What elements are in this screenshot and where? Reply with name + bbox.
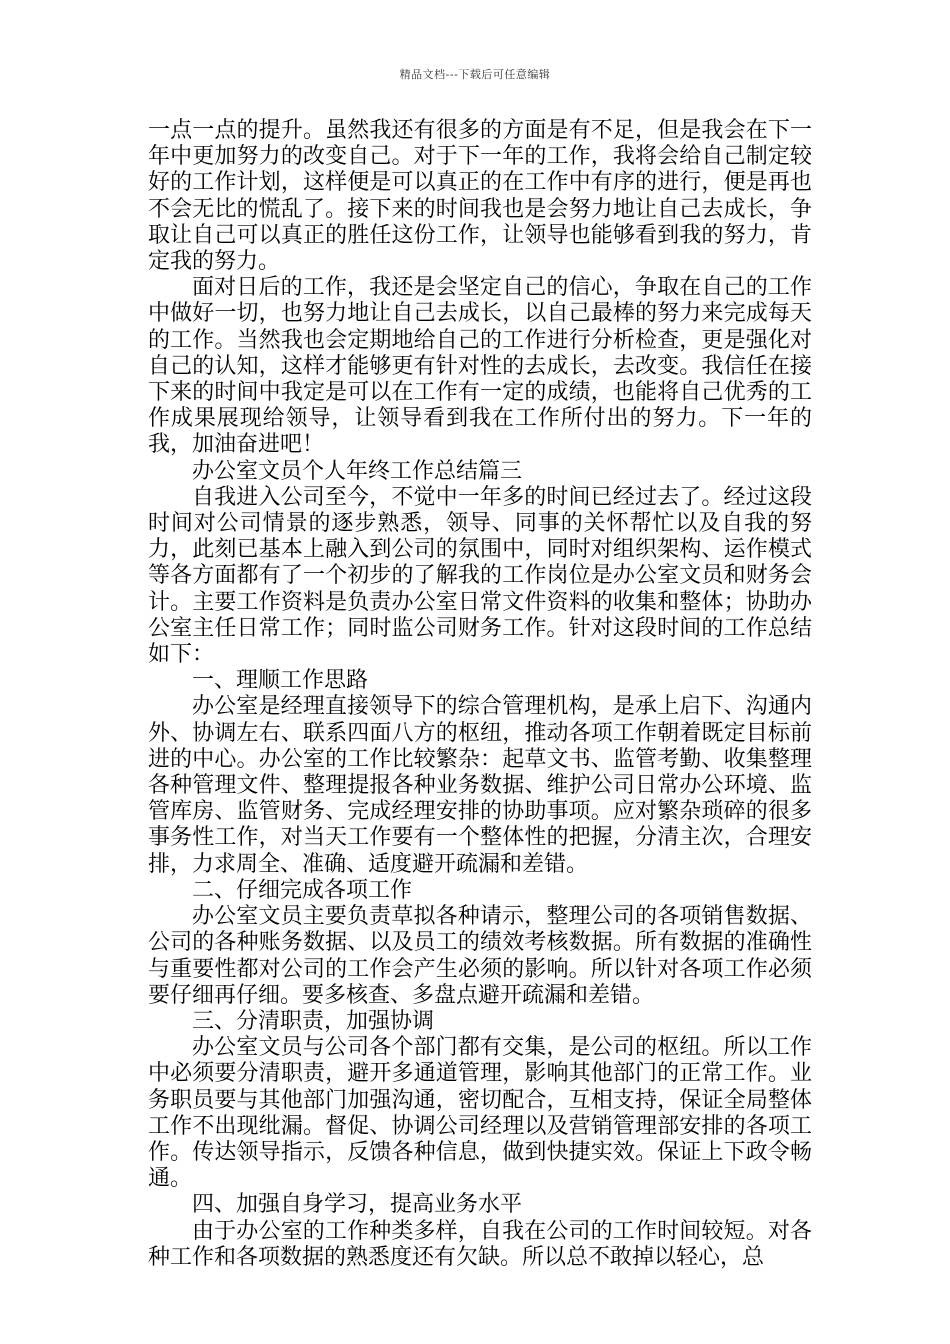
section-title: 办公室文员个人年终工作总结篇三 xyxy=(192,458,523,484)
paragraph: 办公室是经理直接领导下的综合管理机构，是承上启下、沟通内外、协调左右、联系四面八方的枢纽，推动各项工作朝着既定目标前进的中心。办公室的工作比较繁杂：起草文书、监管考勤、收集整理各种管理文件、整理提报各种业务数据、维护公司日常办公环境、监管库房、监管财务、完成经理安排的协助事项。应对繁杂琐碎的很多事务性工作，对当天工作要有一个整体性的把握，分清主次，合理安排，力求周全、准确、适度避开疏漏和差错。 xyxy=(148,694,812,877)
section-heading: 三、分清职责，加强协调 xyxy=(192,1008,435,1034)
document-body xyxy=(148,118,812,1271)
paragraph: 一点一点的提升。虽然我还有很多的方面是有不足，但是我会在下一年中更加努力的改变自己。对于下一年的工作，我将会给自己制定较好的工作计划，这样便是可以真正的在工作中有序的进行，便是再也不会无比的慌乱了。接下来的时间我也是会努力地让自己去成长，争取让自己可以真正的胜任这份工作，让领导也能够看到我的努力，肯定我的努力。 xyxy=(148,118,812,275)
paragraph: 面对日后的工作，我还是会坚定自己的信心，争取在自己的工作中做好一切，也努力地让自己去成长，以自己最棒的努力来完成每天的工作。当然我也会定期地给自己的工作进行分析检查，更是强化对自己的认知，这样才能够更有针对性的去成长，去改变。我信任在接下来的时间中我定是可以在工作有一定的成绩，也能将自己优秀的工作成果展现给领导，让领导看到我在工作所付出的努力。下一年的我，加油奋进吧！ xyxy=(148,275,812,458)
paragraph: 办公室文员与公司各个部门都有交集，是公司的枢纽。所以工作中必须要分清职责，避开多通道管理，影响其他部门的正常工作。业务职员要与其他部门加强沟通，密切配合，互相支持，保证全局整体工作不出现纰漏。督促、协调公司经理以及营销管理部安排的各项工作。传达领导指示，反馈各种信息，做到快捷实效。保证上下政令畅通。 xyxy=(148,1035,812,1192)
page-header: 精品文档---下载后可任意编辑 xyxy=(399,68,551,81)
paragraph: 自我进入公司至今，不觉中一年多的时间已经过去了。经过这段时间对公司情景的逐步熟悉，领导、同事的关怀帮忙以及自我的努力，此刻已基本上融入到公司的氛围中，同时对组织架构、运作模式等各方面都有了一个初步的了解我的工作岗位是办公室文员和财务会计。主要工作资料是负责办公室日常文件资料的收集和整体；协助办公室主任日常工作；同时监公司财务工作。针对这段时间的工作总结如下： xyxy=(148,484,812,668)
paragraph: 办公室文员主要负责草拟各种请示，整理公司的各项销售数据、公司的各种账务数据、以及员工的绩效考核数据。所有数据的准确性与重要性都对公司的工作会产生必须的影响。所以针对各项工作必须要仔细再仔细。要多核查、多盘点避开疏漏和差错。 xyxy=(148,904,812,1008)
section-heading: 一、理顺工作思路 xyxy=(192,668,369,694)
section-heading: 二、仔细完成各项工作 xyxy=(192,877,413,903)
section-heading: 四、加强自身学习，提高业务水平 xyxy=(192,1192,523,1218)
paragraph: 由于办公室的工作种类多样，自我在公司的工作时间较短。对各种工作和各项数据的熟悉度还有欠缺。所以总不敢掉以轻心，总 xyxy=(148,1218,812,1270)
